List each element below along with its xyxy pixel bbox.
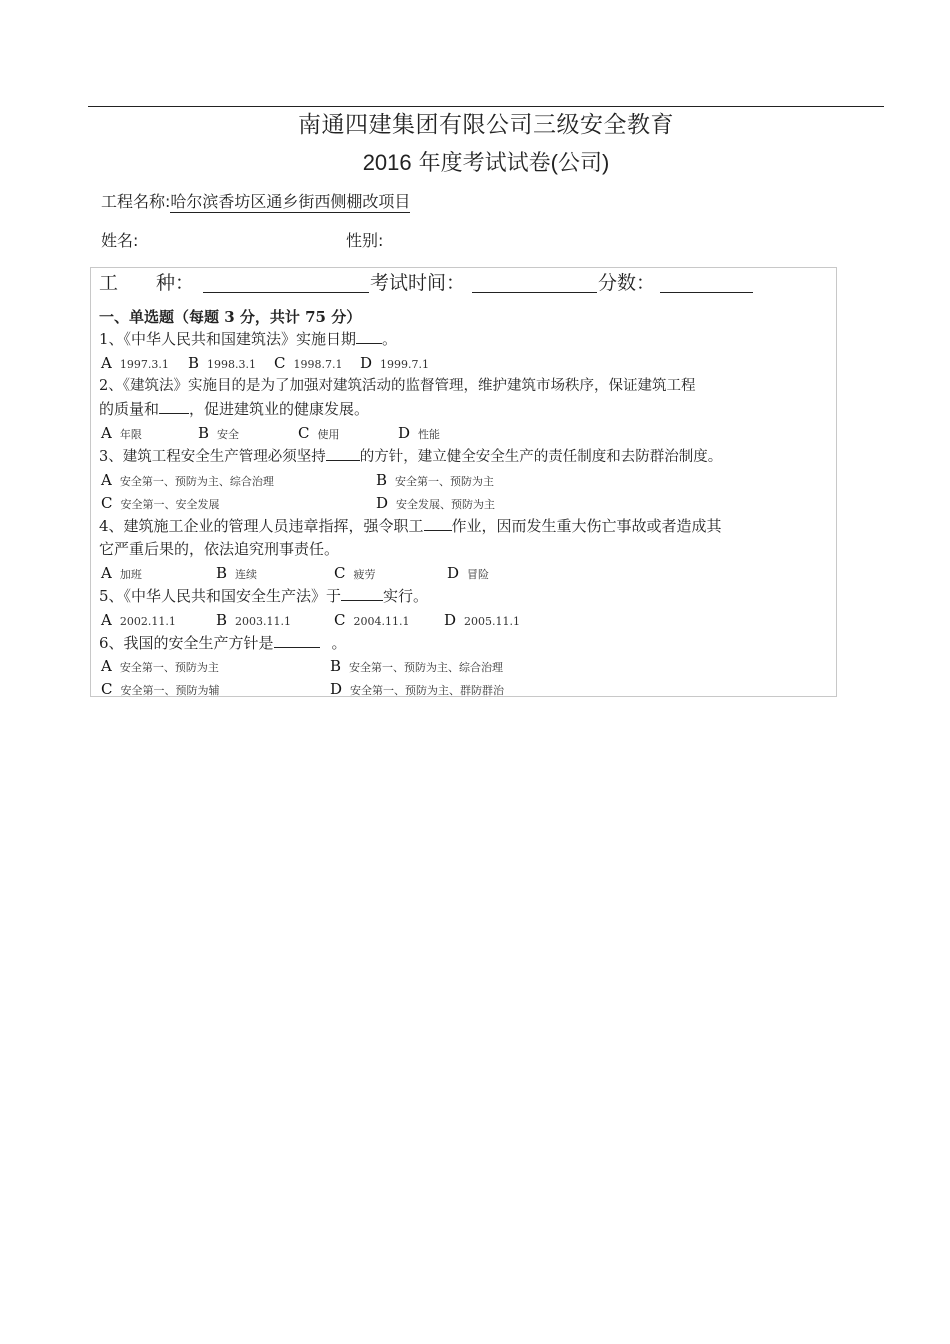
option-text: 1998.3.1 — [207, 358, 257, 371]
option-a[interactable] — [101, 425, 142, 443]
score-label: 分数： — [598, 272, 656, 294]
question-text: 1、《中华人民共和国建筑法》实施日期 — [99, 330, 357, 348]
option-letter: B — [376, 471, 388, 489]
option-c[interactable] — [298, 425, 339, 443]
question-text: 。 — [382, 330, 398, 348]
question-2: 2、《建筑法》实施目的是为了加强对建筑活动的监督管理，维护建筑市场秩序，保证建筑工程 — [99, 378, 696, 394]
option-text: 安全第一、预防为辅 — [120, 684, 220, 697]
option-text: 安全发展、预防为主 — [396, 498, 496, 511]
option-letter: B — [216, 564, 228, 582]
option-text: 1998.7.1 — [293, 358, 343, 371]
option-d[interactable] — [330, 681, 504, 699]
option-c[interactable] — [334, 612, 409, 630]
option-b[interactable] — [216, 612, 291, 630]
option-letter: D — [447, 564, 460, 582]
option-text: 1997.3.1 — [119, 358, 169, 371]
option-text: 冒险 — [467, 568, 490, 581]
option-letter: B — [188, 354, 200, 372]
answer-blank[interactable] — [326, 445, 360, 461]
option-d[interactable] — [444, 612, 520, 630]
option-letter: C — [101, 680, 113, 698]
question-text: ，促进建筑业的健康发展。 — [189, 400, 370, 418]
answer-blank[interactable] — [341, 585, 383, 601]
option-a[interactable] — [101, 658, 219, 676]
option-letter: A — [101, 657, 112, 675]
option-letter: A — [101, 354, 112, 372]
question-text: 实行。 — [383, 587, 429, 605]
option-c[interactable] — [101, 495, 219, 513]
answer-blank[interactable] — [159, 398, 189, 414]
option-d[interactable] — [398, 425, 440, 443]
name-label: 姓名: — [101, 231, 139, 250]
option-letter: D — [444, 611, 457, 629]
question-text: 。 — [331, 634, 347, 652]
question-2-line2 — [99, 398, 369, 421]
answer-blank[interactable] — [356, 328, 382, 344]
option-b[interactable] — [376, 472, 494, 490]
option-letter: D — [330, 680, 343, 698]
option-a[interactable] — [101, 565, 142, 583]
question-text: 5、《中华人民共和国安全生产法》于 — [99, 587, 342, 605]
option-b[interactable] — [216, 565, 257, 583]
question-3 — [99, 445, 722, 469]
option-d[interactable] — [376, 495, 495, 513]
subtitle-text: 年度考试试卷 — [411, 151, 551, 176]
question-text: 的质量和 — [99, 400, 160, 418]
option-a[interactable] — [101, 355, 169, 373]
option-letter: C — [334, 611, 346, 629]
option-text: 安全第一、预防为主 — [119, 661, 219, 674]
question-text: 作业，因而发生重大伤亡事故或者造成其 — [451, 517, 722, 535]
option-text: 安全第一、预防为主、综合治理 — [119, 475, 274, 488]
answer-blank[interactable] — [424, 515, 452, 531]
option-letter: B — [330, 657, 342, 675]
option-letter: A — [101, 471, 112, 489]
option-letter: C — [101, 494, 113, 512]
option-letter: C — [298, 424, 310, 442]
question-1 — [99, 328, 397, 351]
option-text: 安全第一、安全发展 — [120, 498, 220, 511]
worktype-label: 工 种： — [99, 272, 195, 294]
option-letter: D — [360, 354, 373, 372]
option-letter: B — [198, 424, 210, 442]
section-title: 一、单选题（每题 3 分，共计 75 分） — [99, 308, 362, 326]
option-text: 加班 — [119, 568, 142, 581]
exam-time-label: 考试时间： — [370, 272, 466, 294]
option-a[interactable] — [101, 612, 176, 630]
exam-time-blank[interactable] — [472, 274, 597, 293]
gender-label: 性别: — [346, 231, 384, 250]
option-a[interactable] — [101, 472, 274, 490]
question-4-line2: 它严重后果的，依法追究刑事责任。 — [99, 540, 340, 558]
option-text: 性能 — [418, 428, 441, 441]
question-text: 6、我国的安全生产方针是 — [99, 634, 274, 652]
option-d[interactable] — [447, 565, 489, 583]
worktype-blank[interactable] — [203, 274, 369, 293]
project-value: 哈尔滨香坊区通乡街西侧棚改项目 — [170, 192, 411, 211]
option-c[interactable] — [334, 565, 375, 583]
option-b[interactable] — [198, 425, 239, 443]
option-text: 安全第一、预防为主、群防群治 — [350, 684, 505, 697]
option-text: 安全 — [217, 428, 240, 441]
option-text: 连续 — [235, 568, 258, 581]
project-label: 工程名称: — [101, 192, 171, 211]
option-text: 2003.11.1 — [235, 615, 292, 628]
subtitle-year: 2016 — [362, 150, 412, 175]
option-letter: D — [398, 424, 411, 442]
option-text: 1999.7.1 — [380, 358, 430, 371]
document-title: 南通四建集团有限公司三级安全教育 — [298, 112, 674, 138]
option-letter: B — [216, 611, 228, 629]
option-letter: A — [101, 424, 112, 442]
option-d[interactable] — [360, 355, 429, 373]
option-letter: C — [274, 354, 286, 372]
question-5 — [99, 585, 428, 608]
question-4 — [99, 515, 722, 538]
option-text: 2002.11.1 — [119, 615, 176, 628]
option-text: 疲劳 — [353, 568, 376, 581]
option-c[interactable] — [274, 355, 342, 373]
project-field — [101, 190, 410, 214]
subtitle-paren: (公司) — [550, 150, 610, 175]
option-letter: D — [376, 494, 389, 512]
option-text: 年限 — [119, 428, 142, 441]
option-c[interactable] — [101, 681, 219, 699]
question-text: 的方针，建立健全安全生产的责任制度和去防群治制度。 — [359, 449, 723, 465]
answer-blank[interactable] — [274, 632, 320, 648]
option-text: 2004.11.1 — [353, 615, 410, 628]
option-text: 使用 — [317, 428, 340, 441]
score-blank[interactable] — [660, 274, 753, 293]
option-letter: A — [101, 564, 112, 582]
option-text: 安全第一、预防为主、综合治理 — [349, 661, 504, 674]
document-subtitle — [0, 148, 950, 179]
question-text: 4、建筑施工企业的管理人员违章指挥，强令职工 — [99, 517, 424, 535]
option-letter: A — [101, 611, 112, 629]
question-6 — [99, 632, 347, 655]
option-text: 安全第一、预防为主 — [395, 475, 495, 488]
option-letter: C — [334, 564, 346, 582]
question-text: 3、建筑工程安全生产管理必须坚持 — [99, 449, 326, 465]
header-rule — [88, 106, 884, 107]
option-text: 2005.11.1 — [464, 615, 521, 628]
option-b[interactable] — [188, 355, 256, 373]
option-b[interactable] — [330, 658, 503, 676]
